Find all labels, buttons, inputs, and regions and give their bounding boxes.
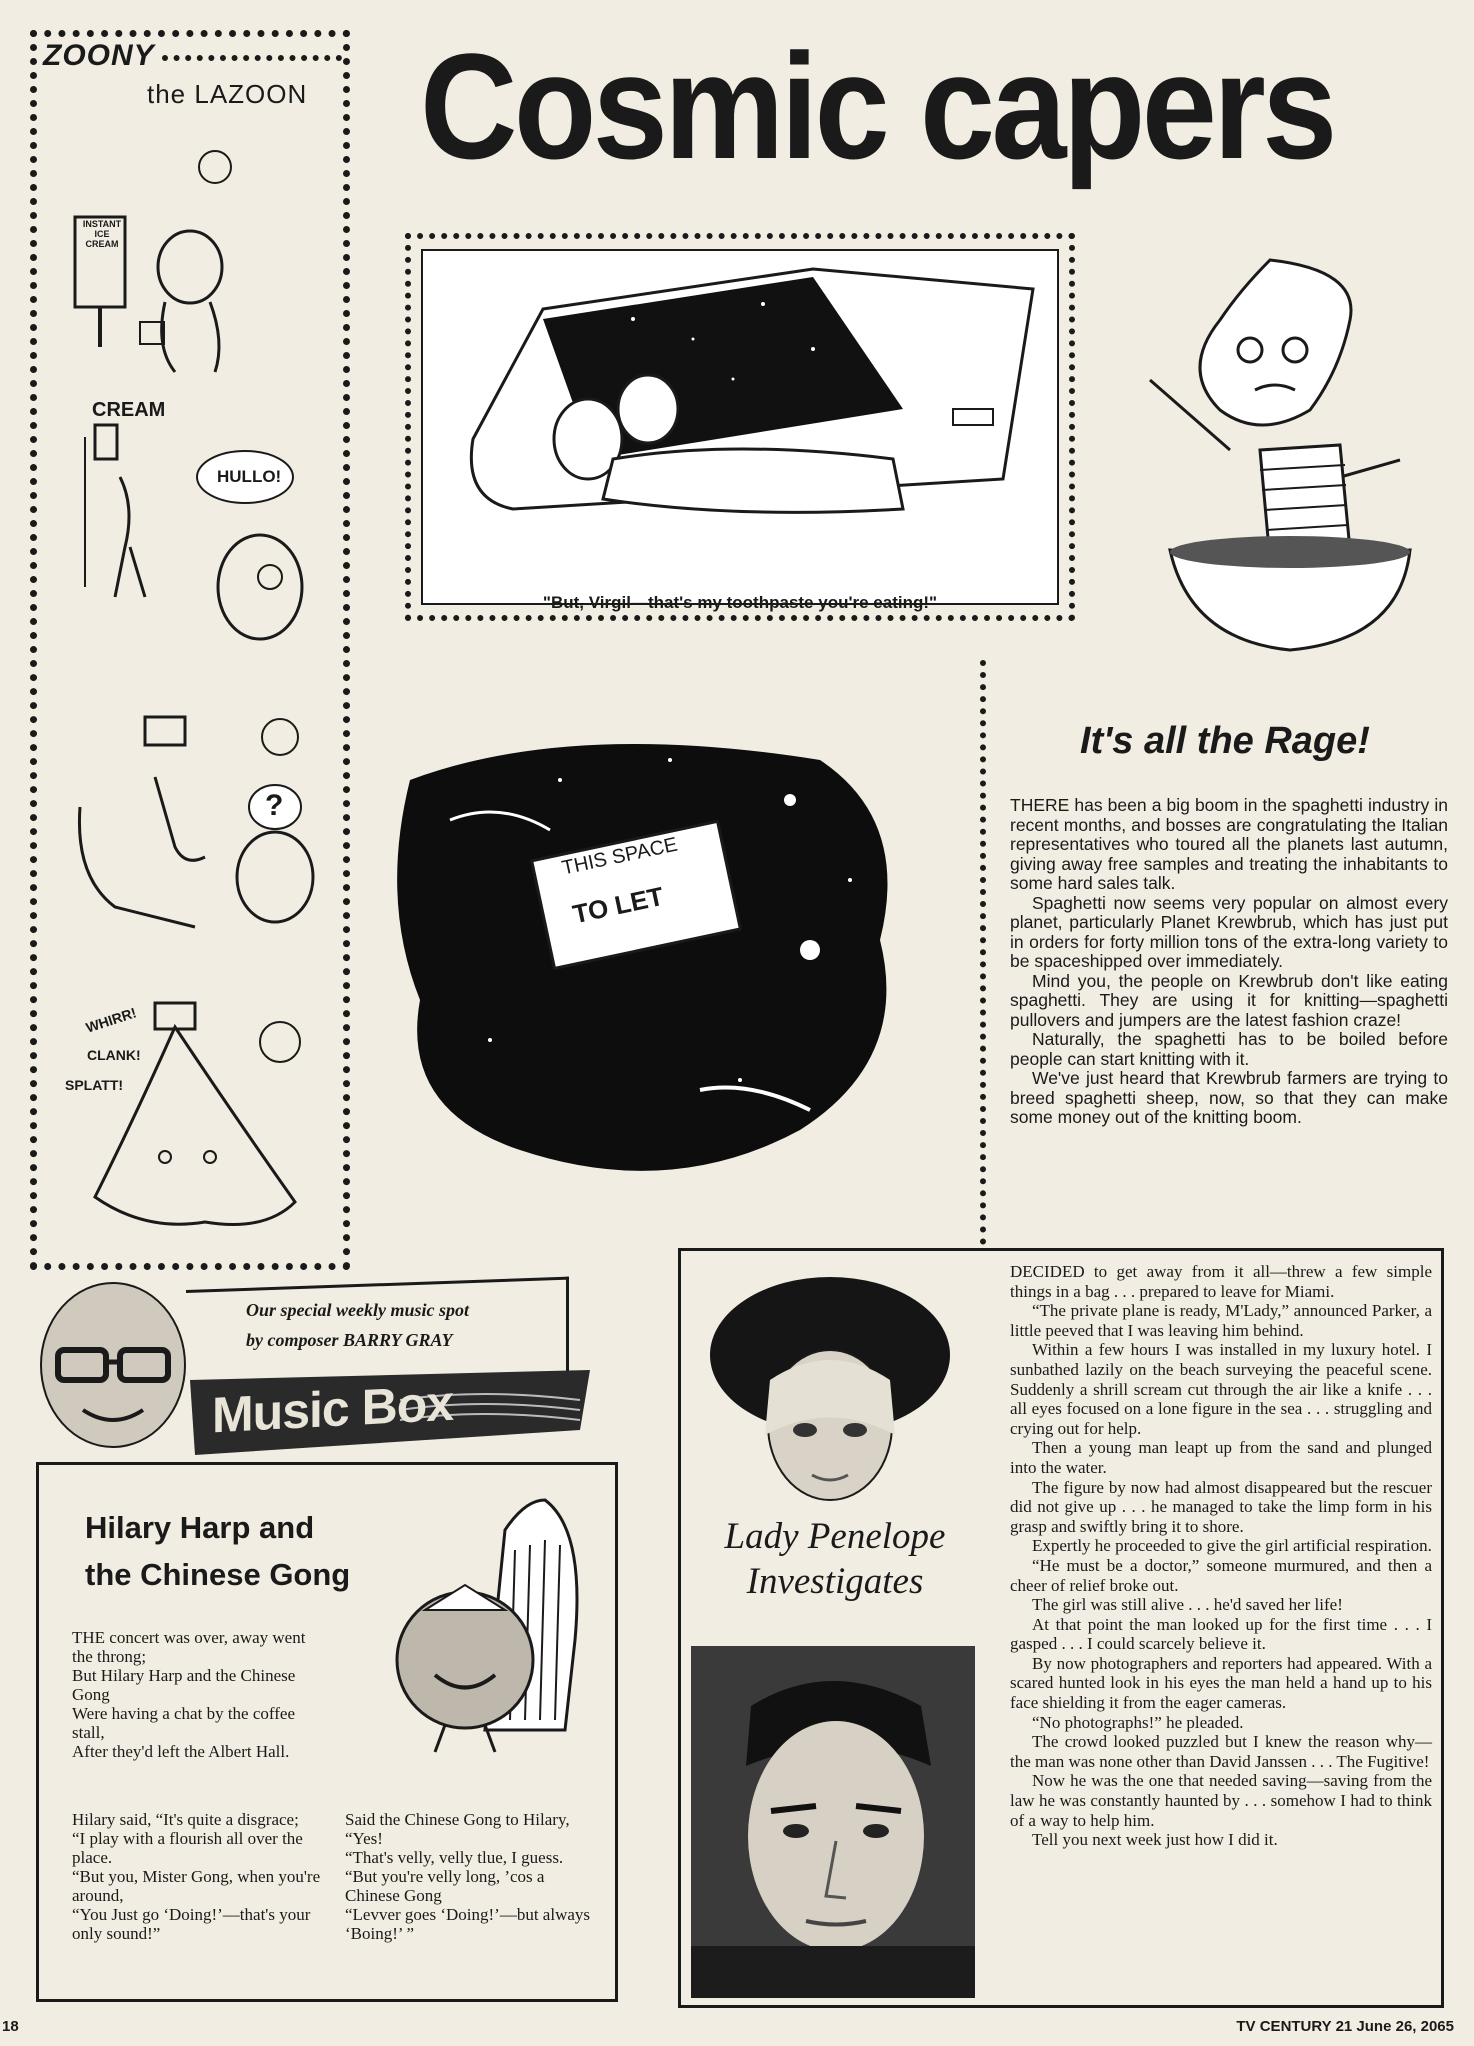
penelope-paragraph-11: “No photographs!” he pleaded. [1032,1712,1244,1732]
spaghetti-knitter-illustration [1110,250,1450,670]
penelope-paragraph-5: The figure by now had almost disappeared but the rescuer did not give up . . . he managed to take the limp form in his grasp and swiftly bring it to shore. [1010,1477,1432,1536]
page-number: 18 [2,2018,19,2035]
verse-3-line-2: “That's velly, velly tlue, I guess. [345,1848,564,1867]
zoony-strip [30,30,350,1270]
verse-2 [72,1810,322,1943]
cartoon-caption: "But, Virgil—that's my toothpaste you're eating!" [542,593,938,612]
verse-1-line-3: Were having a chat by the coffee stall, [72,1704,295,1742]
zoony-subtitle: the LAZOON [147,79,308,109]
verse-3-line-4: “Levver goes ‘Doing!’—but always ‘Boing!’ ” [345,1905,591,1943]
zoony-panel-4-sound-2: CLANK! [87,1047,141,1063]
zoony-panel-2-speech: HULLO! [217,467,282,486]
column-divider [980,660,986,1245]
story-title-line-2: the Chinese Gong [85,1557,351,1592]
harp-and-gong-illustration [375,1490,615,1760]
toothpaste-cartoon [405,233,1075,621]
penelope-paragraph-10: By now photographers and reporters had appeared. With a scared hunted look in his eyes the man held a hand up to his face shielding it from the eager cameras. [1010,1653,1432,1713]
verse-3 [345,1810,600,1943]
zoony-panel-1-sign: INSTANT ICE CREAM [82,219,122,249]
rage-paragraph-4: Naturally, the spaghetti has to be boiled before people can start knitting with it. [1010,1029,1448,1069]
zoony-title: ZOONY [43,39,155,72]
penelope-paragraph-12: The crowd looked puzzled but I knew the reason why—the man was none other than David Janssen . . . The Fugitive! [1010,1732,1432,1771]
music-box-intro-line-2: by composer BARRY GRAY [246,1330,453,1350]
verse-1 [72,1628,322,1761]
page-title: Cosmic capers [420,22,1334,190]
rage-paragraph-2: Spaghetti now seems very popular on almost every planet, particularly Planet Krewbrub, which has just put in orders for forty million tons of the extra-long variety to be spaceshipped over immediately. [1010,892,1448,971]
zoony-panel-2-sign: CREAM [92,399,166,421]
penelope-title-line-2: Investigates [746,1561,924,1602]
verse-2-line-1: Hilary said, “It's quite a disgrace; [72,1810,299,1829]
story-title-line-1: Hilary Harp and [85,1510,315,1545]
music-box-banner: Music Box [212,1374,454,1444]
penelope-paragraph-14: Tell you next week just how I did it. [1032,1830,1278,1850]
rage-paragraph-3: Mind you, the people on Krewbrub don't like eating spaghetti. They are using it for knitting—spaghetti pullovers and jumpers are the latest fashion craze! [1010,970,1448,1030]
to-let-sign-line-1: THIS SPACE [560,833,680,880]
verse-2-line-3: “But you, Mister Gong, when you're around, [72,1867,321,1905]
penelope-paragraph-1: DECIDED to get away from it all—threw a few simple things in a bag . . . prepared to leave for Miami. [1010,1262,1432,1301]
rage-paragraph-5: We've just heard that Krewbrub farmers are trying to breed spaghetti sheep, now, so that they can make some money out of the knitting boom. [1010,1068,1448,1127]
rage-article [1010,796,1448,1128]
penelope-paragraph-9: At that point the man looked up for the first time . . . I gasped . . . I could scarcely believe it. [1010,1614,1432,1654]
verse-2-line-4: “You Just go ‘Doing!’—that's your only sound!” [72,1905,311,1943]
zoony-panel-3-illustration [45,697,345,957]
zoony-panel-4-sound-3: SPLATT! [65,1077,124,1093]
penelope-title-line-1: Lady Penelope [724,1516,946,1557]
verse-1-line-2: But Hilary Harp and the Chinese Gong [72,1666,296,1704]
zoony-panel-3-speech: ? [265,789,284,822]
penelope-paragraph-7: “He must be a doctor,” someone murmured, and then a cheer of relief broke out. [1010,1555,1432,1595]
lady-penelope-portrait [690,1260,970,1530]
to-let-sign-line-2: TO LET [570,880,667,930]
music-box-intro-line-1: Our special weekly music spot [246,1300,469,1320]
penelope-paragraph-4: Then a young man leapt up from the sand and plunged into the water. [1010,1438,1432,1477]
penelope-paragraph-6: Expertly he proceeded to give the girl artificial respiration. [1032,1536,1432,1556]
spaceship-illustration [433,259,1053,559]
verse-1-line-4: After they'd left the Albert Hall. [72,1742,290,1761]
penelope-paragraph-8: The girl was still alive . . . he'd saved her life! [1032,1595,1343,1615]
barry-gray-portrait [28,1270,198,1450]
zoony-panel-4-sound-1: WHIRR! [83,1004,139,1036]
verse-3-line-1: Said the Chinese Gong to Hilary, “Yes! [345,1810,570,1848]
verse-1-line-1: THE concert was over, away went the throng; [72,1628,306,1666]
penelope-paragraph-13: Now he was the one that needed saving—saving from the law he was constantly haunted by . . . somehow I had to think of a way to help him. [1010,1771,1432,1830]
david-janssen-photo [691,1646,975,1998]
cartoon-frame [421,249,1059,612]
penelope-paragraph-3: Within a few hours I was installed in my luxury hotel. I sunbathed lazily on the beach surveying the peaceful scene. Suddenly a shrill scream cut through the air like a knife . . . all eyes focused on a lone figure in the sea . . . struggling and crying out for help. [1010,1340,1432,1438]
rage-paragraph-1: THERE has been a big boom in the spaghetti industry in recent months, and bosses are congratulating the Italian representatives who toured all the planets last autumn, giving away free samples and treating the inhabitants to some hard sales talk. [1010,795,1448,893]
rage-title: It's all the Rage! [1080,720,1370,762]
penelope-article [1010,1262,1432,1850]
space-to-let-illustration [370,700,930,1220]
zoony-title-rule [162,55,342,61]
publication-footer: TV CENTURY 21 June 26, 2065 [1236,2018,1454,2035]
verse-2-line-2: “I play with a flourish all over the place. [72,1829,303,1867]
zoony-panel-2-illustration [45,397,345,657]
verse-3-line-3: “But you're velly long, ’cos a Chinese Gong [345,1867,545,1905]
penelope-paragraph-2: “The private plane is ready, M'Lady,” announced Parker, a little peeved that I was leaving him behind. [1010,1301,1432,1340]
